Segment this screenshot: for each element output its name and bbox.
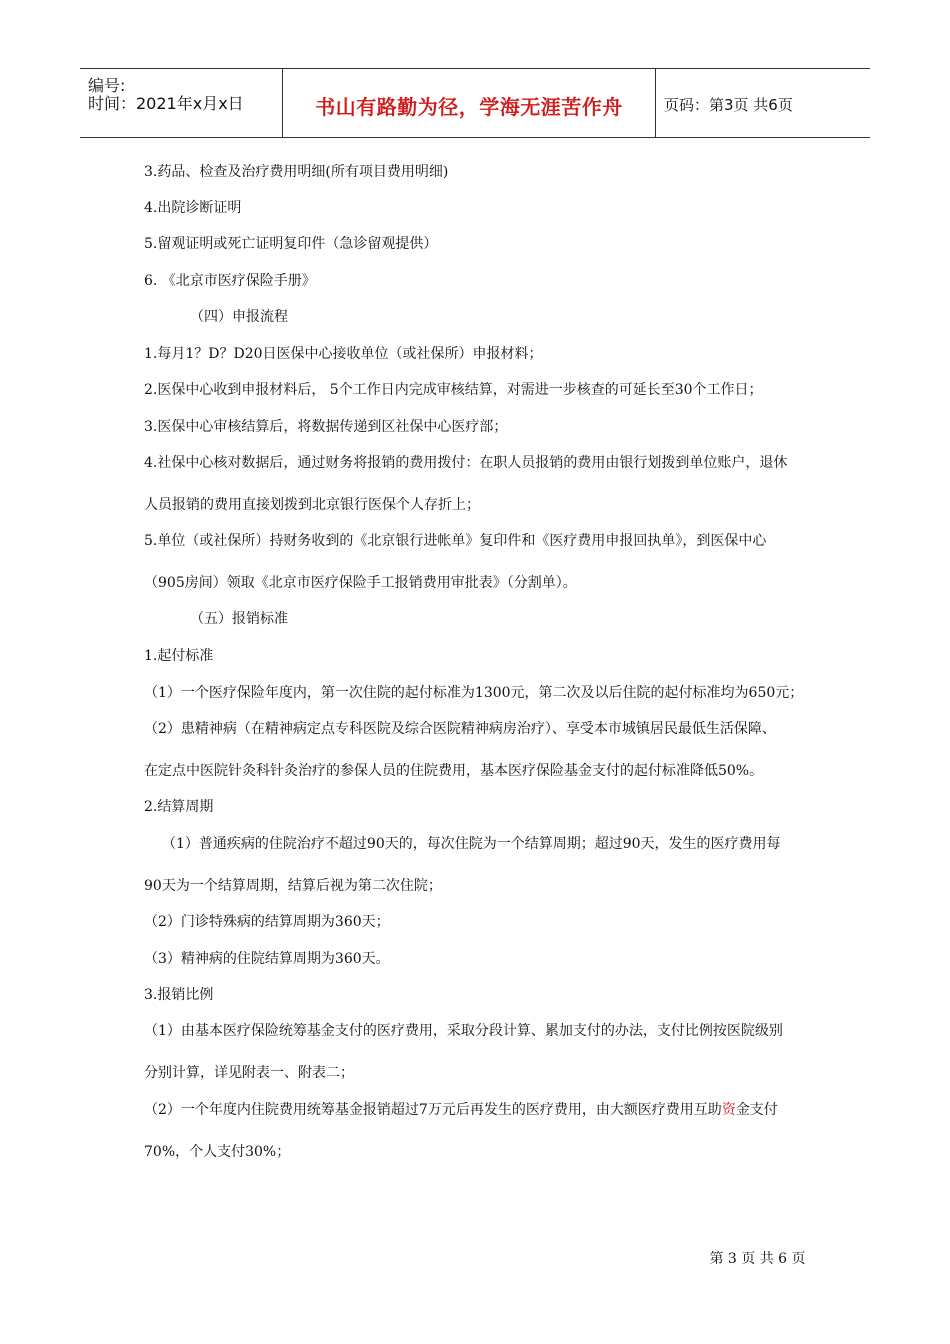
text-line: 2.医保中心收到申报材料后， 5个工作日内完成审核结算，对需进一步核查的可延长至30个工作日；	[144, 382, 763, 398]
text-line: 5.单位（或社保所）持财务收到的《北京银行进帐单》复印件和《医疗费用申报回执单》，到医保中心	[144, 533, 767, 549]
text-line: 在定点中医院针灸科针灸治疗的参保人员的住院费用，基本医疗保险基金支付的起付标准降低50%。	[144, 763, 764, 779]
time-label: 时间：2021年x月x日	[88, 94, 244, 113]
header-motto-cell	[282, 69, 656, 137]
text-line: （1）由基本医疗保险统筹基金支付的医疗费用，采取分段计算、累加支付的办法，支付比例按医院级别	[144, 1023, 783, 1039]
text-line: （1）普通疾病的住院治疗不超过90天的，每次住院为一个结算周期；超过90天，发生的医疗费用每	[162, 836, 781, 852]
text-segment: 金支付	[735, 1102, 778, 1118]
text-line: （905房间）领取《北京市医疗保险手工报销费用审批表》（分割单）。	[144, 575, 577, 591]
header-page-cell	[654, 69, 870, 137]
text-line	[144, 1101, 778, 1119]
text-line: 4.出院诊断证明	[144, 200, 242, 216]
text-line: 3.医保中心审核结算后，将数据传递到区社保中心医疗部；	[144, 419, 508, 435]
text-line: 3.报销比例	[144, 987, 214, 1003]
text-line: 分别计算，详见附表一、附表二；	[144, 1065, 354, 1081]
text-line: 1.每月1？D？D20日医保中心接收单位（或社保所）申报材料；	[144, 346, 543, 362]
text-line: （3）精神病的住院结算周期为360天。	[144, 951, 390, 967]
text-line: 人员报销的费用直接划拨到北京银行医保个人存折上；	[144, 497, 480, 513]
text-line: 4.社保中心核对数据后，通过财务将报销的费用拨付：在职人员报销的费用由银行划拨到单位账户，退休	[144, 455, 788, 471]
page-label: 页码：第3页 共6页	[664, 96, 793, 114]
text-line: （1）一个医疗保险年度内，第一次住院的起付标准为1300元，第二次及以后住院的起付标准均为650元；	[144, 685, 804, 701]
header-meta	[80, 69, 282, 137]
section-heading: （四）申报流程	[190, 309, 288, 325]
text-line: 3.药品、检查及治疗费用明细(所有项目费用明细)	[144, 164, 449, 180]
page-footer	[0, 1248, 950, 1268]
motto: 书山有路勤为径，学海无涯苦作舟	[315, 95, 623, 119]
text-line: 5.留观证明或死亡证明复印件（急诊留观提供）	[144, 236, 438, 252]
text-line: 6. 《北京市医疗保险手册》	[144, 273, 316, 289]
footer-page-number: 第 3 页 共 6 页	[709, 1251, 806, 1267]
highlighted-char: 资	[721, 1102, 736, 1118]
text-line: 2.结算周期	[144, 799, 214, 815]
text-segment: （2）一个年度内住院费用统筹基金报销超过7万元后再发生的医疗费用，由大额医疗费用互助	[144, 1102, 722, 1118]
text-line: （2）门诊特殊病的结算周期为360天；	[144, 914, 390, 930]
page-header	[80, 68, 870, 138]
text-line: 1.起付标准	[144, 648, 214, 664]
text-line: 70%，个人支付30%；	[144, 1144, 291, 1160]
text-line: （2）患精神病（在精神病定点专科医院及综合医院精神病房治疗）、享受本市城镇居民最低生活保障、	[144, 721, 776, 737]
section-heading: （五）报销标准	[190, 611, 288, 627]
number-label: 编号:	[88, 76, 126, 95]
text-line: 90天为一个结算周期，结算后视为第二次住院；	[144, 878, 442, 894]
